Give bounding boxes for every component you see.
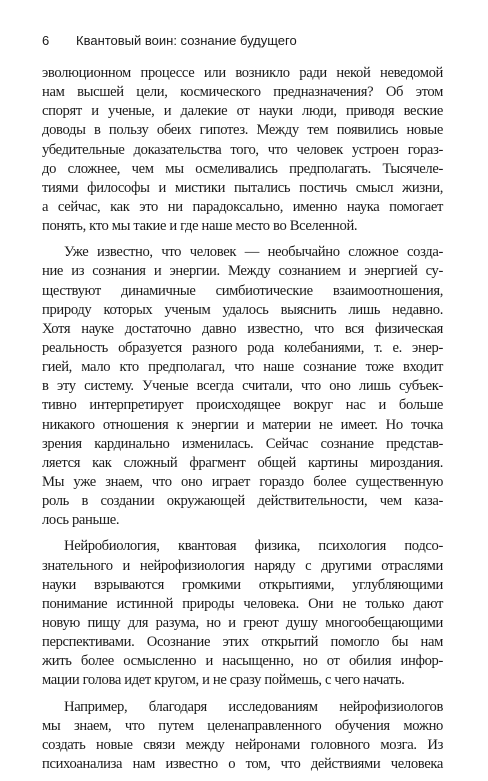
text-line: создать новые связи между нейронами головного мозга. Из <box>42 736 443 753</box>
text-line: эволюционном процессе или возникло ради некой неведомой <box>42 65 443 81</box>
text-line: Уже известно, что человек — необычайно сложное созда- <box>64 244 443 261</box>
text-line: жить более осмысленно и насыщенно, но от обилия инфор- <box>42 653 443 670</box>
text-line: Мы уже знаем, что оно играет гораздо более существенную <box>42 473 443 490</box>
text-line: Хотя науке достаточно давно известно, что вся физическая <box>42 320 443 337</box>
text-line: знательного и нейрофизиология наряду с другими отраслями <box>42 557 443 574</box>
body-text <box>42 64 443 781</box>
text-line: новую пищу для разума, но и греют душу многообещающими <box>42 614 443 631</box>
text-line: нам высшей цели, космического предназначения? Об этом <box>42 84 443 101</box>
text-line: доводы в пользу обеих гипотез. Между тем появились новые <box>42 122 443 139</box>
text-line: мы знаем, что путем целенаправленного обучения можно <box>42 717 443 734</box>
text-line: никакого отношения к энергии и материи не имеет. Но точка <box>42 416 443 433</box>
page-number: 6 <box>42 33 50 48</box>
text-line: Например, благодаря исследованиям нейрофизиологов <box>64 698 443 715</box>
text-line: ние из сознания и энергии. Между сознанием и энергией су- <box>42 263 443 280</box>
text-line: науки взрываются громкими открытиями, углубляющими <box>42 576 443 593</box>
text-line: лось раньше. <box>42 512 120 529</box>
text-line: убедительные доказательства того, что человек устроен гораз- <box>42 141 443 158</box>
text-line: в эту систему. Ученые всегда считали, что оно лишь субъек- <box>42 378 443 395</box>
text-line: тивно интерпретирует происходящее вокруг нас и больше <box>42 397 443 414</box>
text-line: а сейчас, как это ни парадоксально, именно наука помогает <box>42 198 443 215</box>
text-line: ляется как сложный фрагмент общей картины мироздания. <box>42 454 443 471</box>
paragraph <box>42 698 443 775</box>
text-line: тиями философы и мистики пытались постичь смысл жизни, <box>42 179 443 196</box>
text-line: роль в создании окружающей действительности, чем каза- <box>42 493 443 510</box>
text-line: понимание истинной природы человека. Они не только дают <box>42 595 443 612</box>
paragraph <box>42 243 443 530</box>
text-line: спорят и ученые, и далекие от науки люди, приводя веские <box>42 103 443 120</box>
text-line: перспективами. Осознание этих открытий помогло бы нам <box>42 634 443 651</box>
text-line: Нейробиология, квантовая физика, психология подсо- <box>64 538 443 555</box>
text-line: гией, мало кто предполагал, что наше сознание тоже входит <box>42 359 443 376</box>
page-header <box>42 31 462 51</box>
text-line: психоанализа нам известно о том, что действиями человека <box>42 755 443 772</box>
paragraph <box>42 537 443 690</box>
text-line: реальность образуется разного рода колебаниями, т. е. энер- <box>42 339 443 356</box>
text-line: до сложнее, чем мы осмеливались предполагать. Тысячеле- <box>42 160 443 177</box>
paragraph <box>42 64 443 236</box>
text-line: мации голова идет кругом, и не сразу поймешь, с чего начать. <box>42 672 405 689</box>
text-line: зрения кардинально изменилась. Сейчас сознание представ- <box>42 435 443 452</box>
text-line: ществуют динамичные симбиотические взаимоотношения, <box>42 282 443 299</box>
text-line: природу которых ученым удалось выяснить лишь недавно. <box>42 301 443 318</box>
text-line: понять, кто мы такие и где наше место во Вселенной. <box>42 218 358 235</box>
running-title: Квантовый воин: сознание будущего <box>76 33 297 48</box>
